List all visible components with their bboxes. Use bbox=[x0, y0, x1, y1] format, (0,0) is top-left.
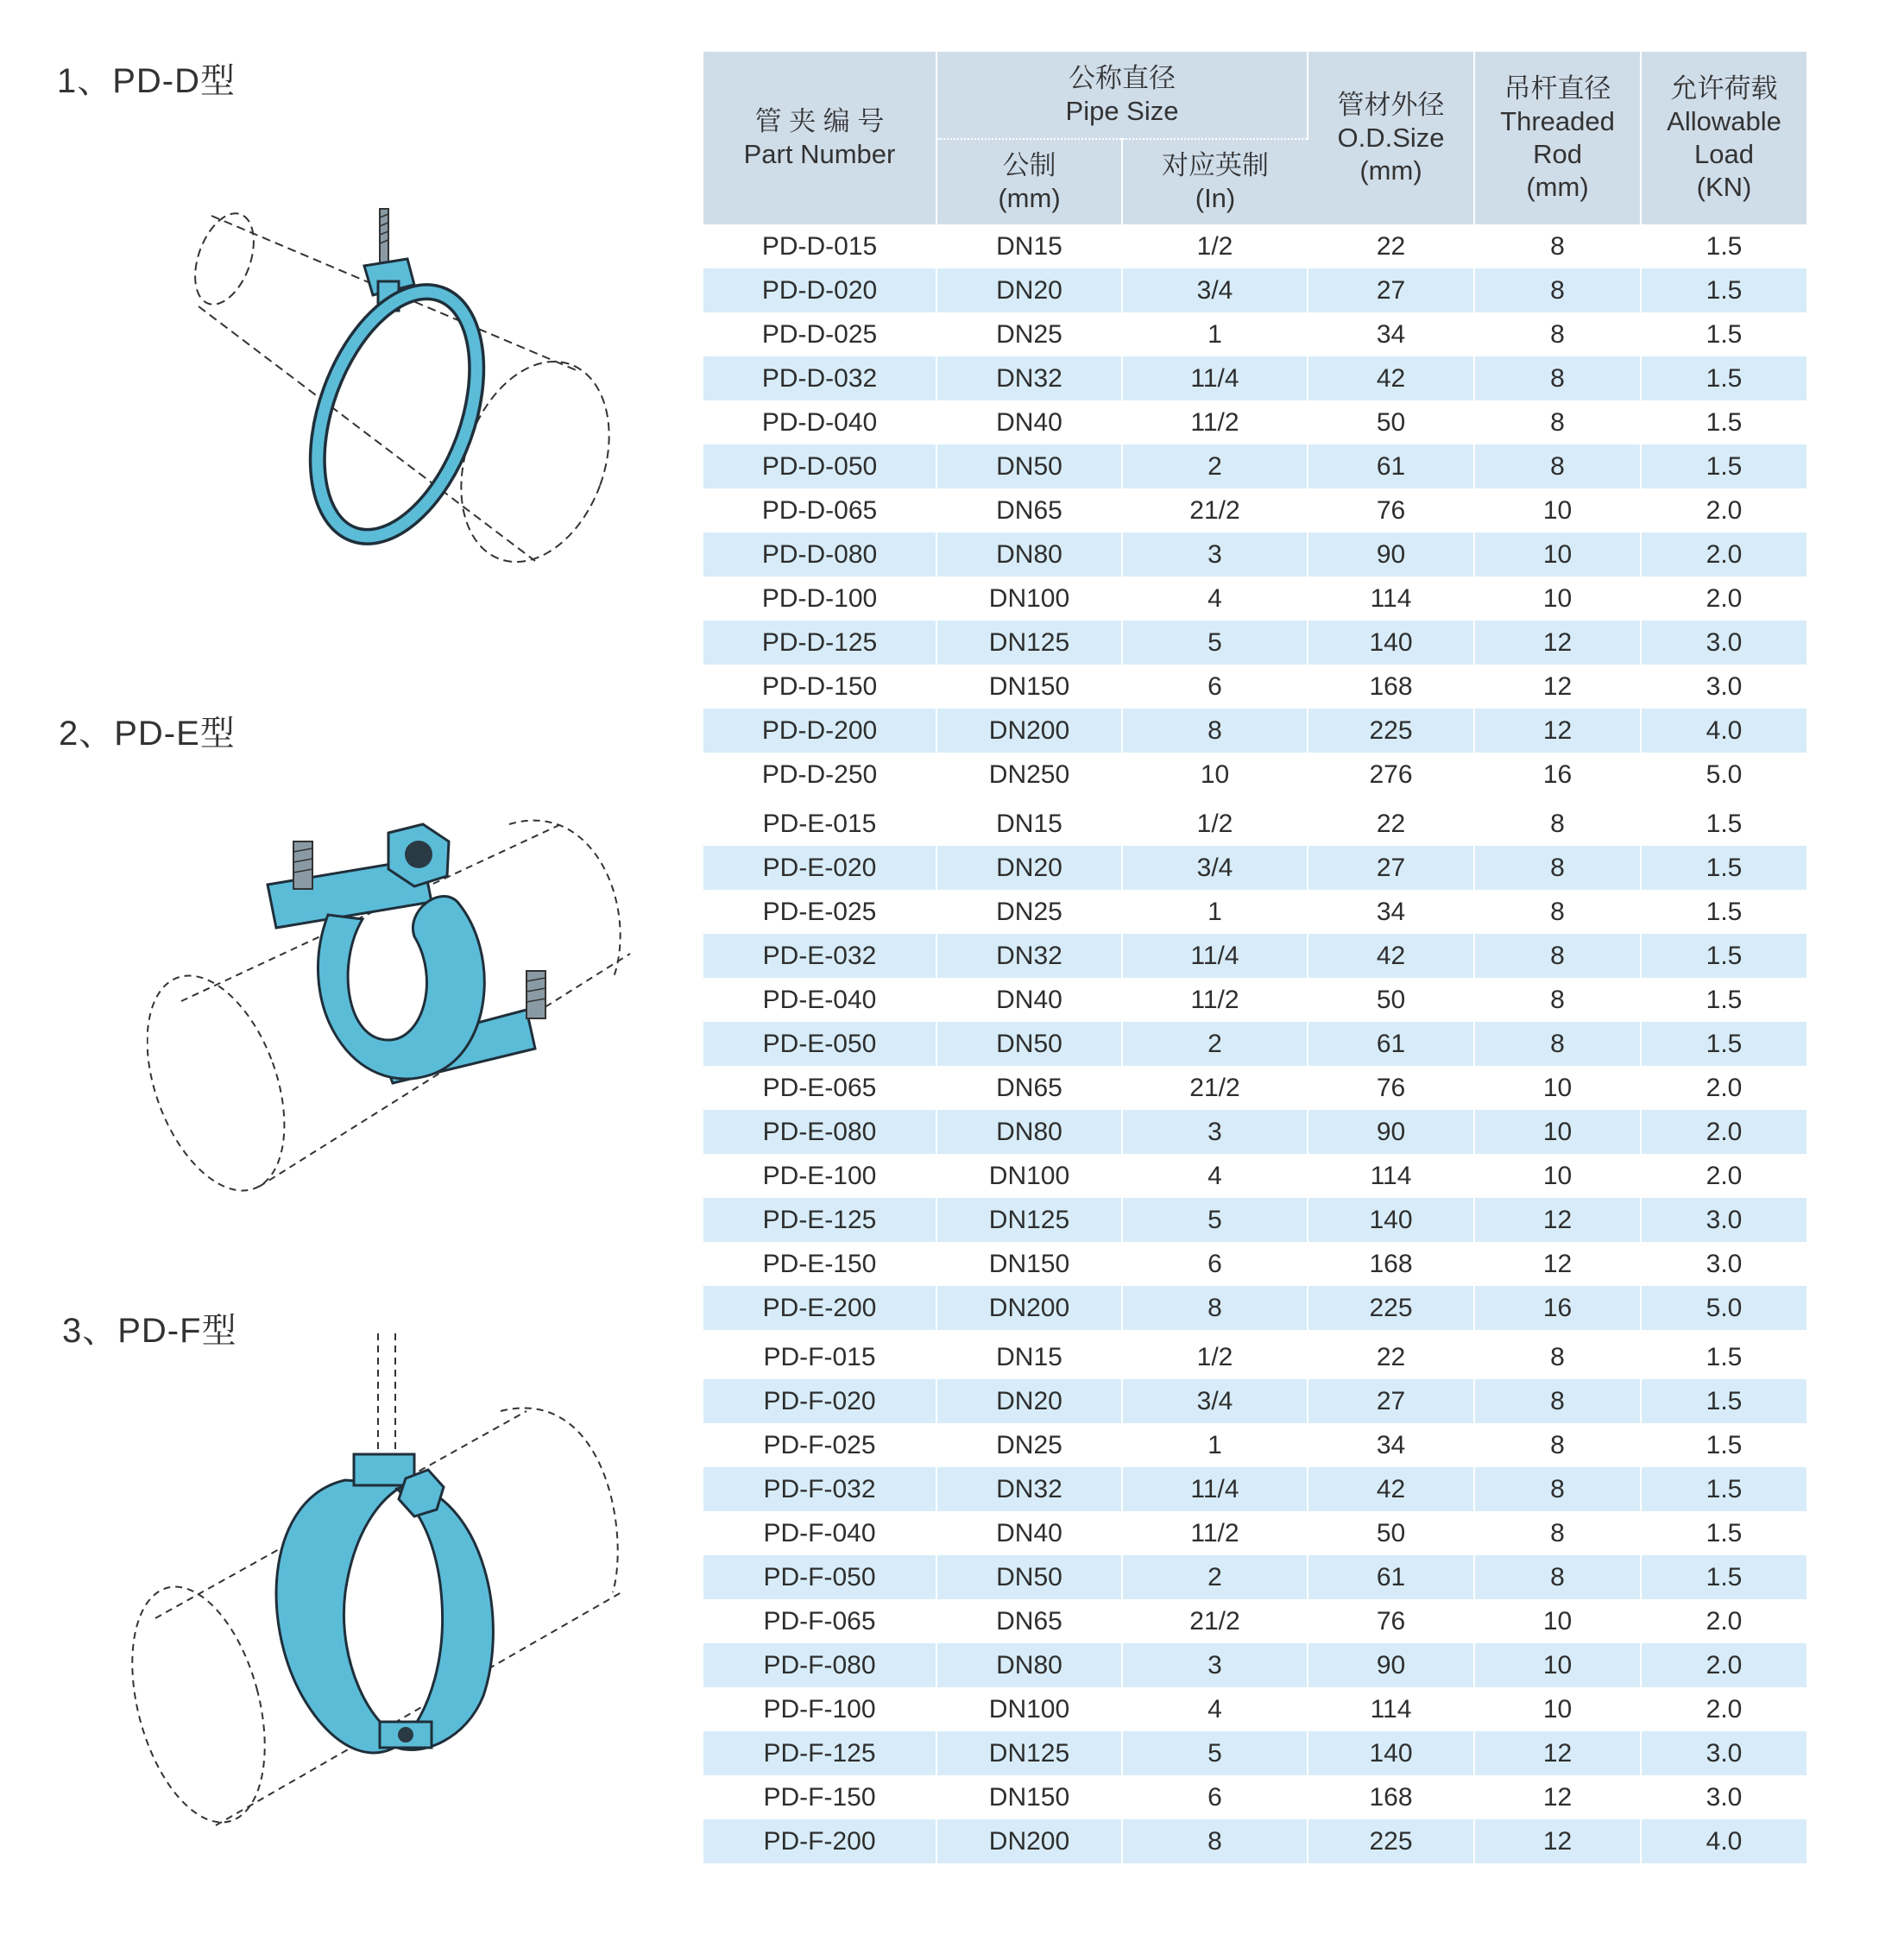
metric-size-cell: DN200 bbox=[936, 1819, 1122, 1863]
threaded-rod-cell: 8 bbox=[1474, 890, 1641, 934]
part-number-cell: PD-D-020 bbox=[703, 268, 936, 312]
threaded-rod-cell: 8 bbox=[1474, 978, 1641, 1022]
allowable-load-cell: 1.5 bbox=[1706, 897, 1743, 926]
part-number-cell: PD-F-050 bbox=[703, 1555, 936, 1599]
header-threaded-rod: 吊杆直径 Threaded Rod (mm) bbox=[1474, 52, 1641, 224]
part-number-cell: PD-F-025 bbox=[703, 1423, 936, 1467]
metric-size-cell: DN200 bbox=[936, 1286, 1122, 1330]
part-number-cell: PD-E-080 bbox=[703, 1110, 936, 1154]
od-size-cell: 61 bbox=[1308, 1555, 1474, 1599]
metric-size-cell: DN40 bbox=[936, 1511, 1122, 1555]
od-size-cell: 140 bbox=[1308, 621, 1474, 665]
imperial-size-cell: 8 bbox=[1122, 1819, 1308, 1863]
od-size-cell: 225 bbox=[1308, 1286, 1474, 1330]
metric-size-cell: DN25 bbox=[936, 312, 1122, 356]
metric-size-cell: DN100 bbox=[936, 1154, 1122, 1198]
metric-size-cell: DN25 bbox=[936, 890, 1122, 934]
threaded-rod-cell: 10 bbox=[1474, 577, 1641, 621]
od-size-cell: 114 bbox=[1308, 1687, 1474, 1731]
allowable-load-cell: 4.0 bbox=[1641, 1819, 1806, 1863]
od-size-cell: 50 bbox=[1308, 978, 1474, 1022]
od-size-cell: 168 bbox=[1308, 1775, 1474, 1819]
metric-size-cell: DN50 bbox=[936, 1022, 1122, 1066]
part-number-cell: PD-D-125 bbox=[703, 621, 936, 665]
part-number-cell: PD-D-032 bbox=[703, 356, 936, 400]
imperial-size-cell: 11/2 bbox=[1122, 1511, 1308, 1555]
metric-size-cell: DN20 bbox=[936, 1379, 1122, 1423]
imperial-size-cell: 5 bbox=[1122, 1198, 1308, 1242]
imperial-size-cell: 5 bbox=[1122, 1731, 1308, 1775]
allowable-load-cell: 1.5 bbox=[1641, 268, 1806, 312]
threaded-rod-cell: 10 bbox=[1474, 488, 1641, 533]
imperial-size-cell: 1/2 bbox=[1122, 1335, 1308, 1379]
od-size-cell: 34 bbox=[1308, 1423, 1474, 1467]
pipe-clamp-two-bolt-icon bbox=[147, 807, 647, 1204]
part-number-cell: PD-E-020 bbox=[703, 846, 936, 890]
part-number-cell: PD-E-015 bbox=[703, 802, 936, 846]
metric-size-cell: DN32 bbox=[936, 356, 1122, 400]
od-size-cell: 114 bbox=[1308, 577, 1474, 621]
table-row bbox=[703, 709, 1806, 753]
threaded-rod-cell: 8 bbox=[1474, 846, 1641, 890]
part-number-cell: PD-E-100 bbox=[703, 1154, 936, 1198]
allowable-load-cell: 3.0 bbox=[1706, 1782, 1743, 1812]
allowable-load-cell: 1.5 bbox=[1641, 444, 1806, 488]
od-size-cell: 140 bbox=[1308, 1198, 1474, 1242]
threaded-rod-cell: 12 bbox=[1474, 1819, 1641, 1863]
part-number-cell: PD-E-150 bbox=[703, 1242, 936, 1286]
threaded-rod-cell: 12 bbox=[1474, 709, 1641, 753]
table-row bbox=[703, 1731, 1806, 1775]
imperial-size-cell: 3 bbox=[1122, 1643, 1308, 1687]
table-row bbox=[703, 1022, 1806, 1066]
section-title-pd-d: 1、PD-D型 bbox=[57, 62, 236, 100]
od-size-cell: 34 bbox=[1308, 312, 1474, 356]
header-od-size: 管材外径 O.D.Size (mm) bbox=[1308, 52, 1474, 224]
imperial-size-cell: 11/4 bbox=[1122, 934, 1308, 978]
allowable-load-cell: 1.5 bbox=[1706, 1430, 1743, 1459]
table-row bbox=[703, 533, 1806, 577]
table-row bbox=[703, 1242, 1806, 1286]
metric-size-cell: DN200 bbox=[936, 709, 1122, 753]
od-size-cell: 168 bbox=[1308, 665, 1474, 709]
pipe-clamp-hex-bolt-icon bbox=[121, 1333, 639, 1843]
table-row bbox=[703, 1775, 1806, 1819]
od-size-cell: 42 bbox=[1308, 934, 1474, 978]
threaded-rod-cell: 12 bbox=[1474, 1242, 1641, 1286]
table-row bbox=[703, 753, 1806, 797]
allowable-load-cell: 2.0 bbox=[1706, 1694, 1743, 1724]
imperial-size-cell: 11/2 bbox=[1122, 978, 1308, 1022]
metric-size-cell: DN40 bbox=[936, 978, 1122, 1022]
imperial-size-cell: 8 bbox=[1122, 1286, 1308, 1330]
allowable-load-cell: 1.5 bbox=[1641, 1022, 1806, 1066]
part-number-cell: PD-E-050 bbox=[703, 1022, 936, 1066]
threaded-rod-cell: 10 bbox=[1474, 1599, 1641, 1643]
metric-size-cell: DN80 bbox=[936, 1643, 1122, 1687]
allowable-load-cell: 1.5 bbox=[1706, 1342, 1743, 1371]
od-size-cell: 276 bbox=[1308, 753, 1474, 797]
imperial-size-cell: 3 bbox=[1122, 533, 1308, 577]
od-size-cell: 27 bbox=[1308, 846, 1474, 890]
part-number-cell: PD-D-150 bbox=[703, 665, 936, 709]
allowable-load-cell: 5.0 bbox=[1641, 1286, 1806, 1330]
threaded-rod-cell: 8 bbox=[1474, 400, 1641, 444]
threaded-rod-cell: 8 bbox=[1474, 802, 1641, 846]
allowable-load-cell: 2.0 bbox=[1641, 533, 1806, 577]
part-number-cell: PD-E-040 bbox=[703, 978, 936, 1022]
allowable-load-cell: 3.0 bbox=[1641, 1731, 1806, 1775]
imperial-size-cell: 10 bbox=[1122, 753, 1308, 797]
imperial-size-cell: 2 bbox=[1122, 1555, 1308, 1599]
part-number-cell: PD-D-100 bbox=[703, 577, 936, 621]
header-part-number: 管 夹 编 号 Part Number bbox=[703, 52, 936, 224]
threaded-rod-cell: 8 bbox=[1474, 356, 1641, 400]
metric-size-cell: DN150 bbox=[936, 1242, 1122, 1286]
metric-size-cell: DN250 bbox=[936, 753, 1122, 797]
metric-size-cell: DN80 bbox=[936, 1110, 1122, 1154]
od-size-cell: 50 bbox=[1308, 400, 1474, 444]
table-row bbox=[703, 665, 1806, 709]
table-row bbox=[703, 312, 1806, 356]
od-size-cell: 76 bbox=[1308, 488, 1474, 533]
table-row bbox=[703, 268, 1806, 312]
table-row bbox=[703, 846, 1806, 890]
table-row bbox=[703, 488, 1806, 533]
part-number-cell: PD-F-125 bbox=[703, 1731, 936, 1775]
imperial-size-cell: 6 bbox=[1122, 1775, 1308, 1819]
imperial-size-cell: 6 bbox=[1122, 1242, 1308, 1286]
metric-size-cell: DN15 bbox=[936, 224, 1122, 268]
metric-size-cell: DN65 bbox=[936, 488, 1122, 533]
threaded-rod-cell: 16 bbox=[1474, 753, 1641, 797]
table-row bbox=[703, 1066, 1806, 1110]
allowable-load-cell: 3.0 bbox=[1641, 621, 1806, 665]
threaded-rod-cell: 8 bbox=[1474, 934, 1641, 978]
metric-size-cell: DN125 bbox=[936, 1731, 1122, 1775]
od-size-cell: 76 bbox=[1308, 1066, 1474, 1110]
od-size-cell: 27 bbox=[1308, 268, 1474, 312]
imperial-size-cell: 21/2 bbox=[1122, 1066, 1308, 1110]
threaded-rod-cell: 8 bbox=[1474, 1423, 1641, 1467]
table-row bbox=[703, 1511, 1806, 1555]
od-size-cell: 140 bbox=[1308, 1731, 1474, 1775]
part-number-cell: PD-F-200 bbox=[703, 1819, 936, 1863]
table-row bbox=[703, 444, 1806, 488]
part-number-cell: PD-D-050 bbox=[703, 444, 936, 488]
imperial-size-cell: 3/4 bbox=[1122, 1379, 1308, 1423]
allowable-load-cell: 3.0 bbox=[1706, 671, 1743, 701]
section-title-pd-f: 3、PD-F型 bbox=[62, 1312, 237, 1350]
allowable-load-cell: 1.5 bbox=[1706, 231, 1743, 261]
metric-size-cell: DN20 bbox=[936, 846, 1122, 890]
threaded-rod-cell: 12 bbox=[1474, 1775, 1641, 1819]
threaded-rod-cell: 8 bbox=[1474, 224, 1641, 268]
table-row bbox=[703, 1819, 1806, 1863]
allowable-load-cell: 1.5 bbox=[1706, 985, 1743, 1014]
table-row bbox=[703, 890, 1806, 934]
threaded-rod-cell: 12 bbox=[1474, 1198, 1641, 1242]
section-title-pd-e: 2、PD-E型 bbox=[59, 715, 236, 753]
allowable-load-cell: 2.0 bbox=[1641, 1643, 1806, 1687]
part-number-cell: PD-E-025 bbox=[703, 890, 936, 934]
allowable-load-cell: 5.0 bbox=[1706, 759, 1743, 789]
allowable-load-cell: 1.5 bbox=[1641, 1555, 1806, 1599]
table-row bbox=[703, 400, 1806, 444]
part-number-cell: PD-D-250 bbox=[703, 753, 936, 797]
imperial-size-cell: 11/4 bbox=[1122, 1467, 1308, 1511]
allowable-load-cell: 1.5 bbox=[1641, 356, 1806, 400]
table-row bbox=[703, 1643, 1806, 1687]
imperial-size-cell: 2 bbox=[1122, 444, 1308, 488]
metric-size-cell: DN65 bbox=[936, 1066, 1122, 1110]
part-number-cell: PD-F-040 bbox=[703, 1511, 936, 1555]
imperial-size-cell: 1 bbox=[1122, 1423, 1308, 1467]
part-number-cell: PD-F-020 bbox=[703, 1379, 936, 1423]
allowable-load-cell: 2.0 bbox=[1706, 1161, 1743, 1190]
table-row bbox=[703, 1599, 1806, 1643]
allowable-load-cell: 1.5 bbox=[1706, 407, 1743, 437]
metric-size-cell: DN20 bbox=[936, 268, 1122, 312]
allowable-load-cell: 3.0 bbox=[1706, 1249, 1743, 1278]
header-metric: 公制 (mm) bbox=[936, 139, 1122, 224]
table-row bbox=[703, 577, 1806, 621]
imperial-size-cell: 2 bbox=[1122, 1022, 1308, 1066]
part-number-cell: PD-D-080 bbox=[703, 533, 936, 577]
od-size-cell: 61 bbox=[1308, 1022, 1474, 1066]
od-size-cell: 50 bbox=[1308, 1511, 1474, 1555]
threaded-rod-cell: 8 bbox=[1474, 312, 1641, 356]
allowable-load-cell: 2.0 bbox=[1706, 1606, 1743, 1635]
header-pipe-size: 公称直径 Pipe Size bbox=[936, 52, 1308, 139]
table-row bbox=[703, 1110, 1806, 1154]
metric-size-cell: DN50 bbox=[936, 1555, 1122, 1599]
od-size-cell: 22 bbox=[1308, 224, 1474, 268]
allowable-load-cell: 1.5 bbox=[1641, 846, 1806, 890]
table-row bbox=[703, 1423, 1806, 1467]
allowable-load-cell: 1.5 bbox=[1641, 1379, 1806, 1423]
allowable-load-cell: 4.0 bbox=[1641, 709, 1806, 753]
threaded-rod-cell: 8 bbox=[1474, 268, 1641, 312]
part-number-cell: PD-D-015 bbox=[703, 224, 936, 268]
imperial-size-cell: 11/4 bbox=[1122, 356, 1308, 400]
allowable-load-cell: 1.5 bbox=[1706, 809, 1743, 838]
part-number-cell: PD-E-065 bbox=[703, 1066, 936, 1110]
threaded-rod-cell: 10 bbox=[1474, 1110, 1641, 1154]
metric-size-cell: DN80 bbox=[936, 533, 1122, 577]
od-size-cell: 225 bbox=[1308, 1819, 1474, 1863]
od-size-cell: 168 bbox=[1308, 1242, 1474, 1286]
table-row bbox=[703, 224, 1806, 268]
metric-size-cell: DN125 bbox=[936, 621, 1122, 665]
part-number-cell: PD-E-032 bbox=[703, 934, 936, 978]
threaded-rod-cell: 16 bbox=[1474, 1286, 1641, 1330]
allowable-load-cell: 2.0 bbox=[1641, 1110, 1806, 1154]
table-row bbox=[703, 1555, 1806, 1599]
table-body bbox=[703, 224, 1806, 1863]
imperial-size-cell: 11/2 bbox=[1122, 400, 1308, 444]
table-row bbox=[703, 1286, 1806, 1330]
part-number-cell: PD-D-025 bbox=[703, 312, 936, 356]
od-size-cell: 22 bbox=[1308, 802, 1474, 846]
part-number-cell: PD-F-032 bbox=[703, 1467, 936, 1511]
imperial-size-cell: 3 bbox=[1122, 1110, 1308, 1154]
metric-size-cell: DN50 bbox=[936, 444, 1122, 488]
part-number-cell: PD-F-080 bbox=[703, 1643, 936, 1687]
part-number-cell: PD-D-200 bbox=[703, 709, 936, 753]
imperial-size-cell: 1/2 bbox=[1122, 224, 1308, 268]
table-row bbox=[703, 1198, 1806, 1242]
threaded-rod-cell: 12 bbox=[1474, 621, 1641, 665]
threaded-rod-cell: 8 bbox=[1474, 1379, 1641, 1423]
od-size-cell: 27 bbox=[1308, 1379, 1474, 1423]
od-size-cell: 76 bbox=[1308, 1599, 1474, 1643]
part-number-cell: PD-E-125 bbox=[703, 1198, 936, 1242]
table-row bbox=[703, 1687, 1806, 1731]
imperial-size-cell: 1/2 bbox=[1122, 802, 1308, 846]
imperial-size-cell: 5 bbox=[1122, 621, 1308, 665]
imperial-size-cell: 1 bbox=[1122, 312, 1308, 356]
od-size-cell: 42 bbox=[1308, 1467, 1474, 1511]
table-row bbox=[703, 356, 1806, 400]
allowable-load-cell: 2.0 bbox=[1706, 1073, 1743, 1102]
part-number-cell: PD-E-200 bbox=[703, 1286, 936, 1330]
threaded-rod-cell: 8 bbox=[1474, 444, 1641, 488]
metric-size-cell: DN15 bbox=[936, 1335, 1122, 1379]
metric-size-cell: DN125 bbox=[936, 1198, 1122, 1242]
spec-table bbox=[703, 52, 1806, 1863]
header-allowable-load: 允许荷载 Allowable Load (KN) bbox=[1641, 52, 1806, 224]
imperial-size-cell: 1 bbox=[1122, 890, 1308, 934]
metric-size-cell: DN150 bbox=[936, 1775, 1122, 1819]
allowable-load-cell: 2.0 bbox=[1706, 495, 1743, 525]
allowable-load-cell: 1.5 bbox=[1706, 1518, 1743, 1547]
metric-size-cell: DN32 bbox=[936, 934, 1122, 978]
imperial-size-cell: 8 bbox=[1122, 709, 1308, 753]
threaded-rod-cell: 10 bbox=[1474, 1154, 1641, 1198]
threaded-rod-cell: 10 bbox=[1474, 1066, 1641, 1110]
part-number-cell: PD-F-100 bbox=[703, 1687, 936, 1731]
threaded-rod-cell: 8 bbox=[1474, 1511, 1641, 1555]
metric-size-cell: DN25 bbox=[936, 1423, 1122, 1467]
table-row bbox=[703, 1379, 1806, 1423]
imperial-size-cell: 3/4 bbox=[1122, 846, 1308, 890]
threaded-rod-cell: 10 bbox=[1474, 1643, 1641, 1687]
od-size-cell: 114 bbox=[1308, 1154, 1474, 1198]
allowable-load-cell: 1.5 bbox=[1641, 1467, 1806, 1511]
metric-size-cell: DN40 bbox=[936, 400, 1122, 444]
metric-size-cell: DN32 bbox=[936, 1467, 1122, 1511]
imperial-size-cell: 21/2 bbox=[1122, 1599, 1308, 1643]
threaded-rod-cell: 12 bbox=[1474, 665, 1641, 709]
metric-size-cell: DN100 bbox=[936, 577, 1122, 621]
header-imperial: 对应英制 (In) bbox=[1122, 139, 1308, 224]
table-row bbox=[703, 1335, 1806, 1379]
imperial-size-cell: 6 bbox=[1122, 665, 1308, 709]
part-number-cell: PD-D-040 bbox=[703, 400, 936, 444]
od-size-cell: 61 bbox=[1308, 444, 1474, 488]
table-row bbox=[703, 978, 1806, 1022]
part-number-cell: PD-F-015 bbox=[703, 1335, 936, 1379]
threaded-rod-cell: 8 bbox=[1474, 1555, 1641, 1599]
allowable-load-cell: 3.0 bbox=[1641, 1198, 1806, 1242]
threaded-rod-cell: 8 bbox=[1474, 1467, 1641, 1511]
threaded-rod-cell: 12 bbox=[1474, 1731, 1641, 1775]
od-size-cell: 22 bbox=[1308, 1335, 1474, 1379]
table-row bbox=[703, 1467, 1806, 1511]
table-row bbox=[703, 802, 1806, 846]
imperial-size-cell: 4 bbox=[1122, 577, 1308, 621]
table-row bbox=[703, 934, 1806, 978]
allowable-load-cell: 1.5 bbox=[1641, 934, 1806, 978]
od-size-cell: 90 bbox=[1308, 533, 1474, 577]
threaded-rod-cell: 8 bbox=[1474, 1335, 1641, 1379]
table-row bbox=[703, 1154, 1806, 1198]
od-size-cell: 90 bbox=[1308, 1110, 1474, 1154]
part-number-cell: PD-F-150 bbox=[703, 1775, 936, 1819]
threaded-rod-cell: 10 bbox=[1474, 533, 1641, 577]
metric-size-cell: DN100 bbox=[936, 1687, 1122, 1731]
threaded-rod-cell: 8 bbox=[1474, 1022, 1641, 1066]
allowable-load-cell: 1.5 bbox=[1706, 319, 1743, 349]
od-size-cell: 90 bbox=[1308, 1643, 1474, 1687]
imperial-size-cell: 4 bbox=[1122, 1687, 1308, 1731]
imperial-size-cell: 4 bbox=[1122, 1154, 1308, 1198]
pipe-hanger-ring-icon bbox=[173, 199, 621, 596]
metric-size-cell: DN65 bbox=[936, 1599, 1122, 1643]
od-size-cell: 42 bbox=[1308, 356, 1474, 400]
metric-size-cell: DN15 bbox=[936, 802, 1122, 846]
threaded-rod-cell: 10 bbox=[1474, 1687, 1641, 1731]
metric-size-cell: DN150 bbox=[936, 665, 1122, 709]
table-row bbox=[703, 621, 1806, 665]
imperial-size-cell: 3/4 bbox=[1122, 268, 1308, 312]
part-number-cell: PD-F-065 bbox=[703, 1599, 936, 1643]
part-number-cell: PD-D-065 bbox=[703, 488, 936, 533]
od-size-cell: 34 bbox=[1308, 890, 1474, 934]
od-size-cell: 225 bbox=[1308, 709, 1474, 753]
imperial-size-cell: 21/2 bbox=[1122, 488, 1308, 533]
allowable-load-cell: 2.0 bbox=[1706, 583, 1743, 613]
